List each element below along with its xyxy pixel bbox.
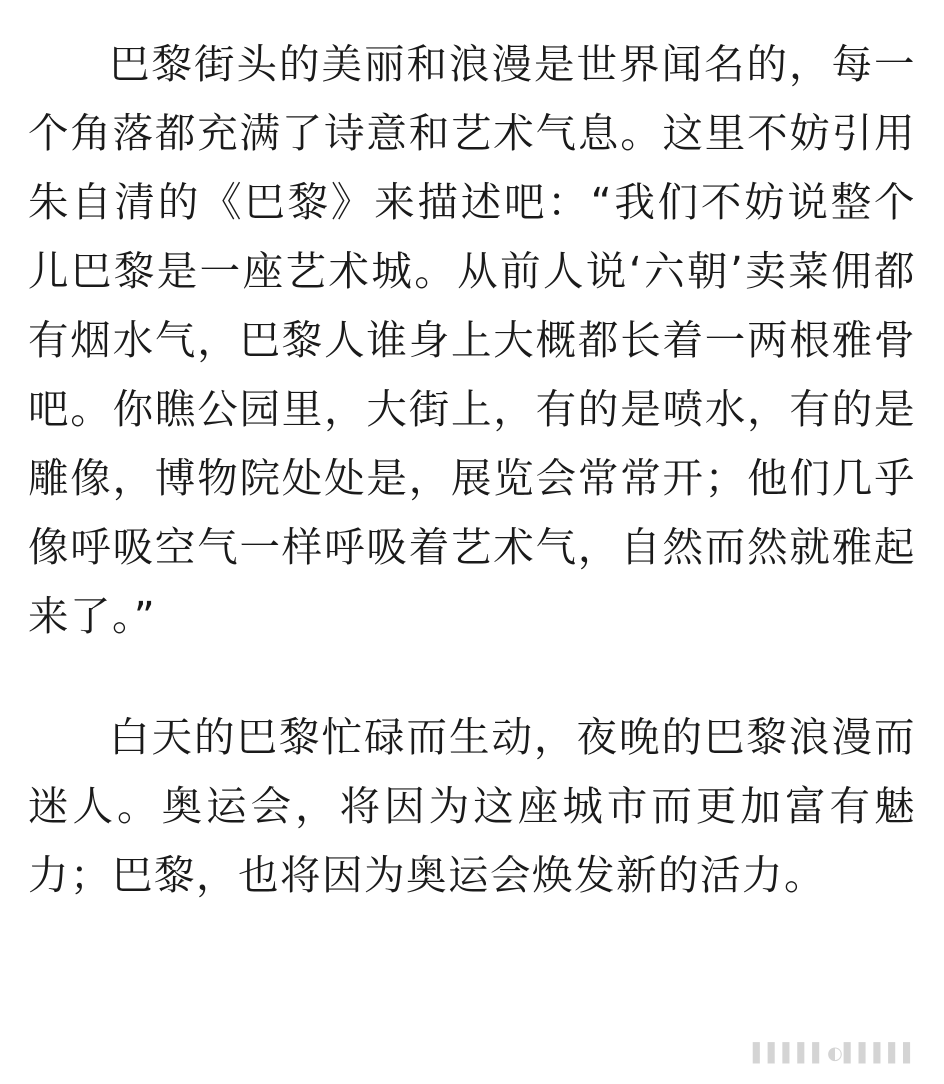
article-body: [28, 30, 916, 910]
source-watermark: ▌▌▌▌▌◐▌▌▌▌▌: [752, 1043, 918, 1064]
article-paragraph-1: 巴黎街头的美丽和浪漫是世界闻名的，每一个角落都充满了诗意和艺术气息。这里不妨引用朱自清的《巴黎》来描述吧：“我们不妨说整个儿巴黎是一座艺术城。从前人说‘六朝’卖菜佣都有烟水气，巴黎人谁身上大概都长着一两根雅骨吧。你瞧公园里，大街上，有的是喷水，有的是雕像，博物院处处是，展览会常常开；他们几乎像呼吸空气一样呼吸着艺术气，自然而然就雅起来了。”: [28, 40, 916, 640]
article-paragraph-2: 白天的巴黎忙碌而生动，夜晚的巴黎浪漫而迷人。奥运会，将因为这座城市而更加富有魅力；巴黎，也将因为奥运会焕发新的活力。: [28, 713, 916, 899]
